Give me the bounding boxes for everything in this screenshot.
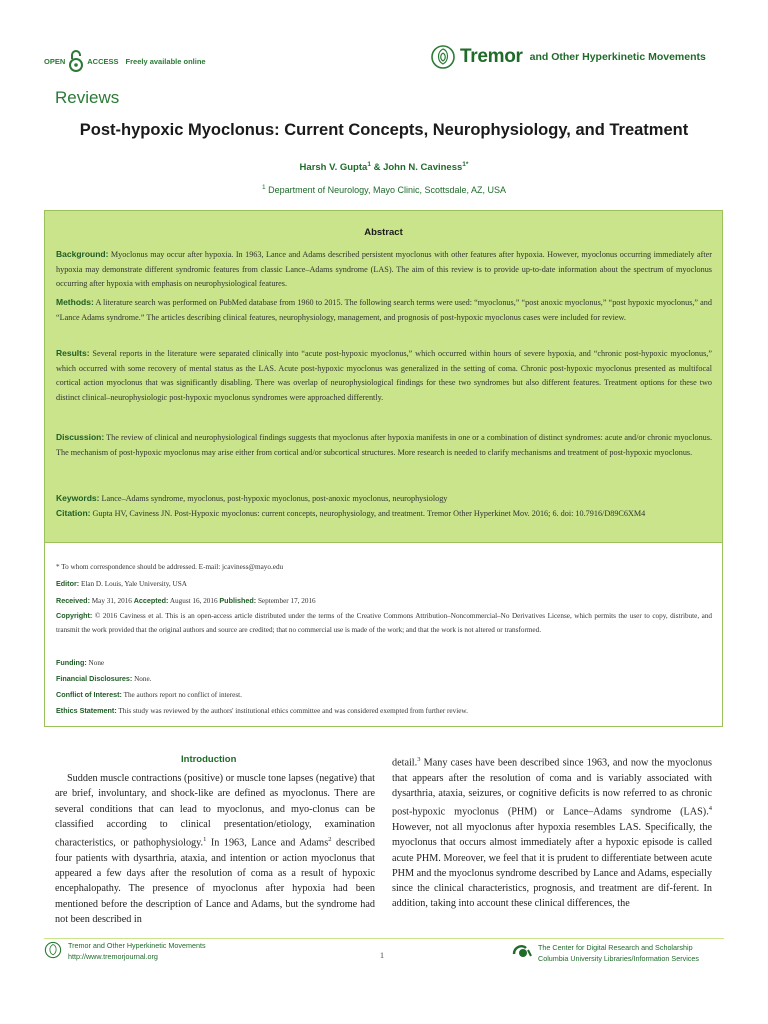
copyright-text: © 2016 Caviness et al. This is an open-access article distributed under the terms of the Creative Commons Attribution–Noncommercial–No Derivatives License, which permits the user to copy, distribute, and transmit the work provided that the original authors and source are credited; that no commercial use is made of the work; and that the work is not altered or transformed.	[56, 612, 713, 634]
abstract-discussion	[56, 430, 712, 460]
body-text: Sudden muscle contractions (positive) or muscle tone lapses (negative) that are brief, involuntary, and shock-like are defined as myoclonus. There are several conditions that can lead to myoclonus, and myo-clonus can be classified according to clinical presentation/etiology, examination characteristics, or pathophysiology.	[55, 773, 375, 849]
author-superscript: 1*	[462, 161, 469, 168]
body-text: Many cases have been described since 1963, and now the myoclonus that appears after the resolution of coma and is variably associated with dysarthria, ataxia, seizures, or cognitive deficits is now referred to as chronic post-hypoxic myoclonus (PHM) or Lance–Adams syndrome (LAS).	[392, 757, 712, 818]
accepted-date: August 16, 2016	[169, 597, 218, 605]
abstract-keywords	[56, 491, 712, 507]
keywords-text: Lance–Adams syndrome, myoclonus, post-hypoxic myoclonus, post-anoxic myoclonus, neurophysiology	[101, 494, 448, 503]
affiliation	[0, 184, 768, 195]
citation-text: Gupta HV, Caviness JN. Post-Hypoxic myoclonus: current concepts, neurophysiology, and treatment. Tremor Other Hyperkinet Mov. 2016; 6. doi: 10.7916/D89C6XM4	[92, 509, 646, 518]
funding-label: Funding:	[56, 658, 87, 667]
article-title: Post-hypoxic Myoclonus: Current Concepts, Neurophysiology, and Treatment	[79, 121, 689, 139]
editor-label: Editor:	[56, 579, 80, 588]
open-label: OPEN	[44, 56, 66, 66]
article-info-box	[44, 543, 723, 727]
disclosures-text: None.	[134, 675, 152, 683]
introduction-heading: Introduction	[181, 754, 237, 765]
open-lock-icon	[69, 50, 83, 72]
dates-line	[56, 594, 712, 608]
open-access-badge	[44, 50, 206, 72]
funding-line	[56, 656, 712, 670]
copyright-line	[56, 609, 712, 637]
received-label: Received:	[56, 596, 90, 605]
citation-superscript: 1	[203, 836, 207, 844]
page-number: 1	[380, 951, 384, 960]
discussion-label: Discussion:	[56, 432, 105, 442]
affiliation-superscript: 1	[261, 184, 266, 191]
discussion-text: The review of clinical and neurophysiological findings suggests that myoclonus after hypoxia manifests in one or a combination of distinct syndromes: acute and/or chronic myoclonus. The mechanism of post-hypoxic myoclonus may arise either from cortical and/or subcortical structures. More research is needed to clarify mechanisms and treatment of post-hypoxic myoclonus.	[56, 433, 713, 457]
copyright-label: Copyright:	[56, 611, 93, 620]
published-date: September 17, 2016	[257, 597, 316, 605]
cdrs-logo-icon	[512, 942, 532, 960]
ethics-text: This study was reviewed by the authors' institutional ethics committee and was considered exempted from further review.	[118, 707, 468, 715]
footer-publisher-name: The Center for Digital Research and Scholarship	[538, 943, 693, 952]
footer-publisher-org: Columbia University Libraries/Information Services	[538, 954, 699, 963]
affiliation-text: Department of Neurology, Mayo Clinic, Scottsdale, AZ, USA	[268, 185, 507, 195]
results-text: Several reports in the literature were separated clinically into “acute post-hypoxic myoclonus,” which occurred within hours of severe hypoxia, and “chronic post-hypoxic myoclonus,” which occurred with some recovery of mental status as the LAS. Acute post-hypoxic myoclonus was generalized in the setting of coma. Chronic post-hypoxic myoclonus presented as multifocal cortical action myoclonus that was significantly disabling. There was overlap of neurophysiological findings for these two syndromes but also different features. Treatment options for these two distinct clinical–neurophysiologic post-hypoxic myoclonus syndromes were approached differently.	[56, 349, 712, 402]
body-text: described four patients with dysarthria, ataxia, and intention or action myoclonus that appeared a few days after the resolution of coma as a result of hypoxic encephalopathy. The presence of myoclonus after hypoxia had been mentioned before the description of Lance and Adams, but the syndrome had not been described in	[55, 837, 375, 926]
funding-text: None	[88, 659, 105, 667]
editor-text: Elan D. Louis, Yale University, USA	[80, 580, 187, 588]
section-label: Reviews	[55, 88, 120, 107]
citation-superscript: 3	[417, 756, 421, 763]
citation-superscript: 4	[708, 805, 712, 813]
results-label: Results:	[56, 348, 90, 358]
author-name: Harsh V. Gupta	[299, 162, 368, 174]
disclosures-label: Financial Disclosures:	[56, 674, 133, 683]
journal-logo	[430, 43, 706, 71]
body-column-right	[392, 752, 712, 912]
footer-journal	[44, 940, 206, 962]
accepted-label: Accepted:	[133, 596, 169, 605]
footer-publisher	[512, 942, 699, 964]
background-text: Myoclonus may occur after hypoxia. In 1963, Lance and Adams described persistent myoclonus with other features after hypoxia. However, myoclonus occurring immediately after hypoxia may demonstrate different syndromic features from classic Lance–Adams syndrome (LAS). The aim of this review is to provide up-to-date information about the spectrum of myoclonus occurring after hypoxia with emphasis on neurophysiological features.	[56, 250, 713, 288]
keywords-label: Keywords:	[56, 493, 100, 503]
journal-name-tremor: Tremor	[460, 46, 523, 67]
body-column-left	[55, 771, 375, 927]
author-line	[0, 161, 768, 173]
published-label: Published:	[219, 596, 257, 605]
abstract-background	[56, 247, 712, 292]
tremor-rose-icon	[430, 43, 456, 71]
journal-name-subtitle: and Other Hyperkinetic Movements	[529, 51, 706, 63]
methods-text: A literature search was performed on PubMed database from 1960 to 2015. The following search terms were used: “myoclonus,” “post anoxic myoclonus,” “post hypoxic myoclonus,” and “Lance Adams syndrome.” The articles describing clinical features, neurophysiology, management, and prognosis of post-hypoxic myoclonus cases were included for review.	[56, 298, 712, 322]
conflict-line	[56, 688, 712, 702]
ethics-label: Ethics Statement:	[56, 706, 117, 715]
body-text: In 1963, Lance and Adams	[206, 837, 329, 849]
abstract-box	[44, 210, 723, 543]
author-separator: &	[370, 162, 384, 174]
methods-label: Methods:	[56, 297, 94, 307]
citation-superscript: 2	[328, 836, 332, 844]
received-date: May 31, 2016	[91, 597, 132, 605]
abstract-heading: Abstract	[364, 227, 403, 238]
access-label: ACCESS	[87, 56, 119, 66]
citation-label: Citation:	[56, 508, 91, 518]
footer-divider	[44, 938, 724, 939]
footer-journal-url[interactable]: http://www.tremorjournal.org	[68, 952, 158, 961]
background-label: Background:	[56, 249, 109, 259]
author-name: John N. Caviness	[383, 162, 463, 174]
conflict-label: Conflict of Interest:	[56, 690, 122, 699]
correspondence-line: * To whom correspondence should be addressed. E-mail: jcaviness@mayo.edu	[56, 563, 284, 571]
ethics-line	[56, 704, 712, 718]
disclosures-line	[56, 672, 712, 686]
tremor-rose-icon	[44, 940, 62, 960]
abstract-results	[56, 346, 712, 405]
conflict-text: The authors report no conflict of interest.	[123, 691, 242, 699]
editor-line	[56, 577, 712, 591]
abstract-methods	[56, 295, 712, 325]
author-superscript: 1	[367, 161, 371, 168]
freely-available-label: Freely available online	[125, 56, 206, 66]
footer-journal-name: Tremor and Other Hyperkinetic Movements	[68, 941, 206, 950]
body-text: However, not all myoclonus after hypoxia resembles LAS. Specifically, the myoclonus that occurs almost immediately after a hypoxic episode is called acute PHM. Moreover, we feel that it is prudent to differentiate between acute PHM and the myoclonus syndrome described by Lance and Adams, especially since the clinical characteristics, prognosis, and treatment are dif-ferent. In addition, taking into account these clinical differences, the	[392, 821, 712, 910]
body-text: detail.	[392, 757, 418, 769]
abstract-citation	[56, 506, 712, 522]
